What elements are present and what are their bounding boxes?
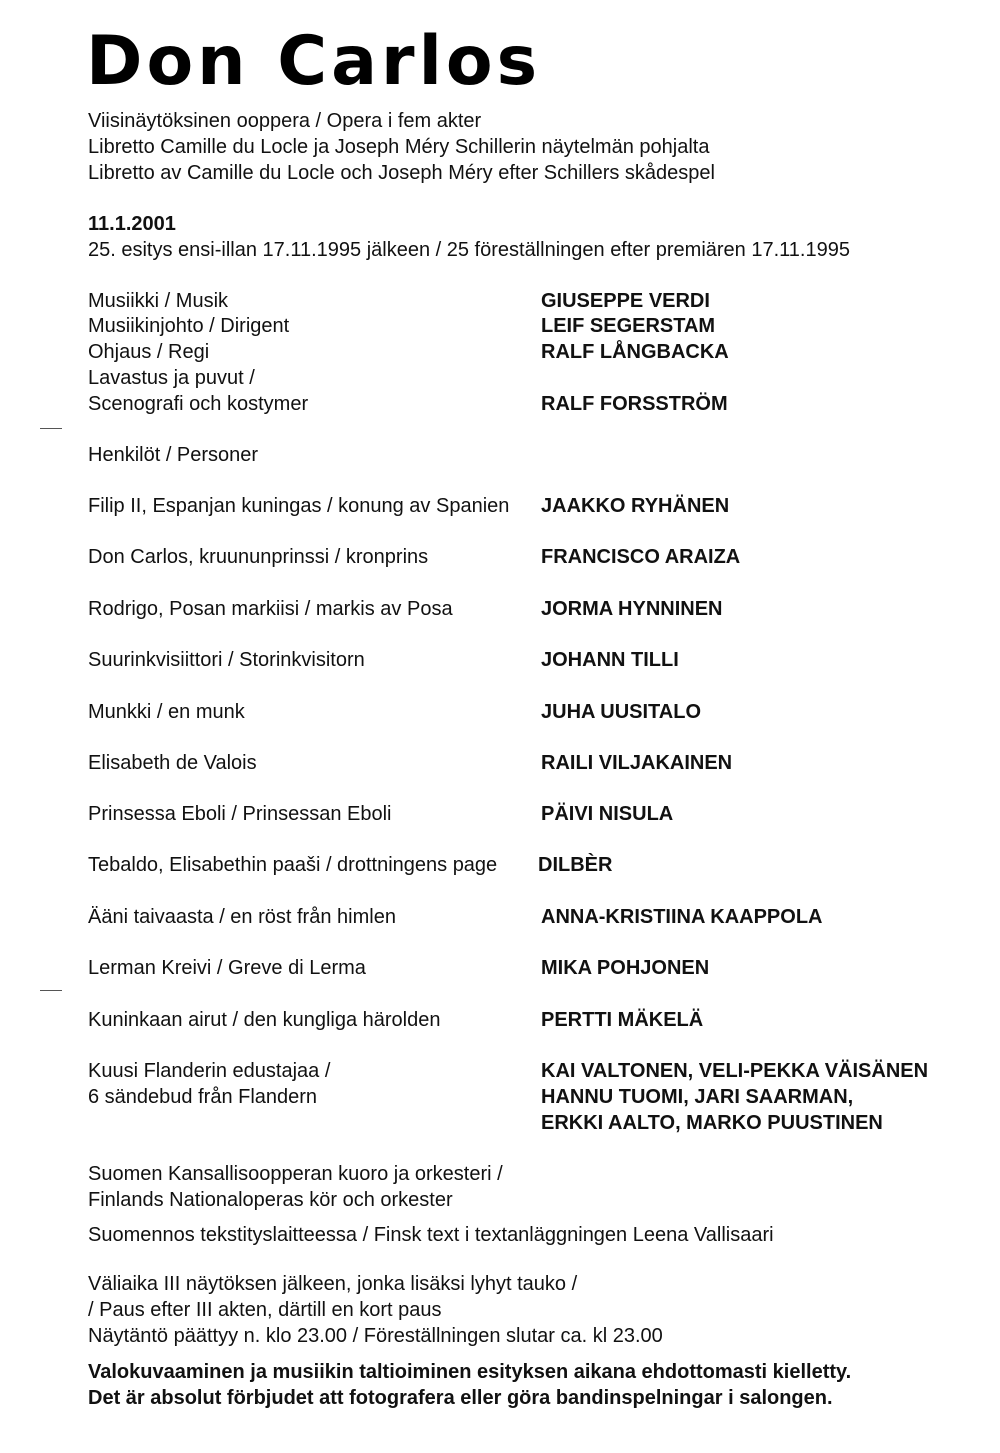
cast-name: FRANCISCO ARAIZA — [541, 546, 741, 568]
performance-date: 11.1.2001 — [88, 213, 176, 235]
credit-name: RALF FORSSTRÖM — [541, 393, 728, 415]
cast-name: RAILI VILJAKAINEN — [541, 752, 733, 774]
credit-role: Lavastus ja puvut / — [88, 367, 255, 389]
subtitle-line: Viisinäytöksinen ooppera / Opera i fem akter — [88, 110, 482, 132]
cast-name: ERKKI AALTO, MARKO PUUSTINEN — [541, 1112, 883, 1134]
cast-role: Prinsessa Eboli / Prinsessan Eboli — [88, 803, 392, 825]
cast-name: PÄIVI NISULA — [541, 803, 674, 825]
cast-name: JORMA HYNNINEN — [541, 598, 723, 620]
subtitles-note: Suomennos tekstityslaitteessa / Finsk text i textanläggningen Leena Vallisaari — [88, 1224, 774, 1246]
cast-role: Tebaldo, Elisabethin paaši / drottningens page — [88, 854, 498, 876]
warning-line: Det är absolut förbjudet att fotografera eller göra bandinspelningar i salongen. — [88, 1387, 833, 1409]
warning-line: Valokuvaaminen ja musiikin taltioiminen esityksen aikana ehdottomasti kielletty. — [88, 1361, 852, 1383]
cast-name: HANNU TUOMI, JARI SAARMAN, — [541, 1086, 854, 1108]
cast-name: KAI VALTONEN, VELI-PEKKA VÄISÄNEN — [541, 1060, 929, 1082]
subtitle-line: Libretto av Camille du Locle och Joseph Méry efter Schillers skådespel — [88, 162, 715, 184]
performance-note: 25. esitys ensi-illan 17.11.1995 jälkeen / 25 föreställningen efter premiären 17.11.1995 — [88, 239, 850, 261]
credit-name: RALF LÅNGBACKA — [541, 341, 729, 363]
credit-role: Musiikinjohto / Dirigent — [88, 315, 290, 337]
page-title: Don Carlos — [86, 22, 542, 101]
credit-name: GIUSEPPE VERDI — [541, 290, 710, 312]
scan-mark — [40, 990, 62, 991]
end-time: Näytäntö päättyy n. klo 23.00 / Föreställningen slutar ca. kl 23.00 — [88, 1325, 663, 1347]
cast-name: ANNA-KRISTIINA KAAPPOLA — [541, 906, 823, 928]
credit-name: LEIF SEGERSTAM — [541, 315, 716, 337]
cast-name: JOHANN TILLI — [541, 649, 679, 671]
credit-role: Musiikki / Musik — [88, 290, 229, 312]
cast-name: JAAKKO RYHÄNEN — [541, 495, 730, 517]
cast-role: Don Carlos, kruununprinssi / kronprins — [88, 546, 429, 568]
cast-role: 6 sändebud från Flandern — [88, 1086, 318, 1108]
chorus-line: Suomen Kansallisoopperan kuoro ja orkesteri / — [88, 1163, 503, 1185]
cast-role: Filip II, Espanjan kuningas / konung av Spanien — [88, 495, 510, 517]
persons-heading: Henkilöt / Personer — [88, 444, 259, 466]
cast-name: JUHA UUSITALO — [541, 701, 701, 723]
cast-role: Rodrigo, Posan markiisi / markis av Posa — [88, 598, 453, 620]
cast-name: PERTTI MÄKELÄ — [541, 1009, 704, 1031]
cast-role: Suurinkvisiittori / Storinkvisitorn — [88, 649, 365, 671]
cast-role: Lerman Kreivi / Greve di Lerma — [88, 957, 366, 979]
cast-name: DILBÈR — [538, 854, 613, 876]
interval-line: Väliaika III näytöksen jälkeen, jonka lisäksi lyhyt tauko / — [88, 1273, 578, 1295]
credit-role: Ohjaus / Regi — [88, 341, 210, 363]
interval-line: / Paus efter III akten, därtill en kort paus — [88, 1299, 442, 1321]
credit-role: Scenografi och kostymer — [88, 393, 309, 415]
subtitle-line: Libretto Camille du Locle ja Joseph Méry Schillerin näytelmän pohjalta — [88, 136, 710, 158]
cast-role: Munkki / en munk — [88, 701, 245, 723]
scan-mark — [40, 428, 62, 429]
cast-role: Kuninkaan airut / den kungliga härolden — [88, 1009, 441, 1031]
cast-role: Ääni taivaasta / en röst från himlen — [88, 906, 396, 928]
cast-name: MIKA POHJONEN — [541, 957, 710, 979]
chorus-line: Finlands Nationaloperas kör och orkester — [88, 1189, 453, 1211]
cast-role: Kuusi Flanderin edustajaa / — [88, 1060, 331, 1082]
cast-role: Elisabeth de Valois — [88, 752, 257, 774]
